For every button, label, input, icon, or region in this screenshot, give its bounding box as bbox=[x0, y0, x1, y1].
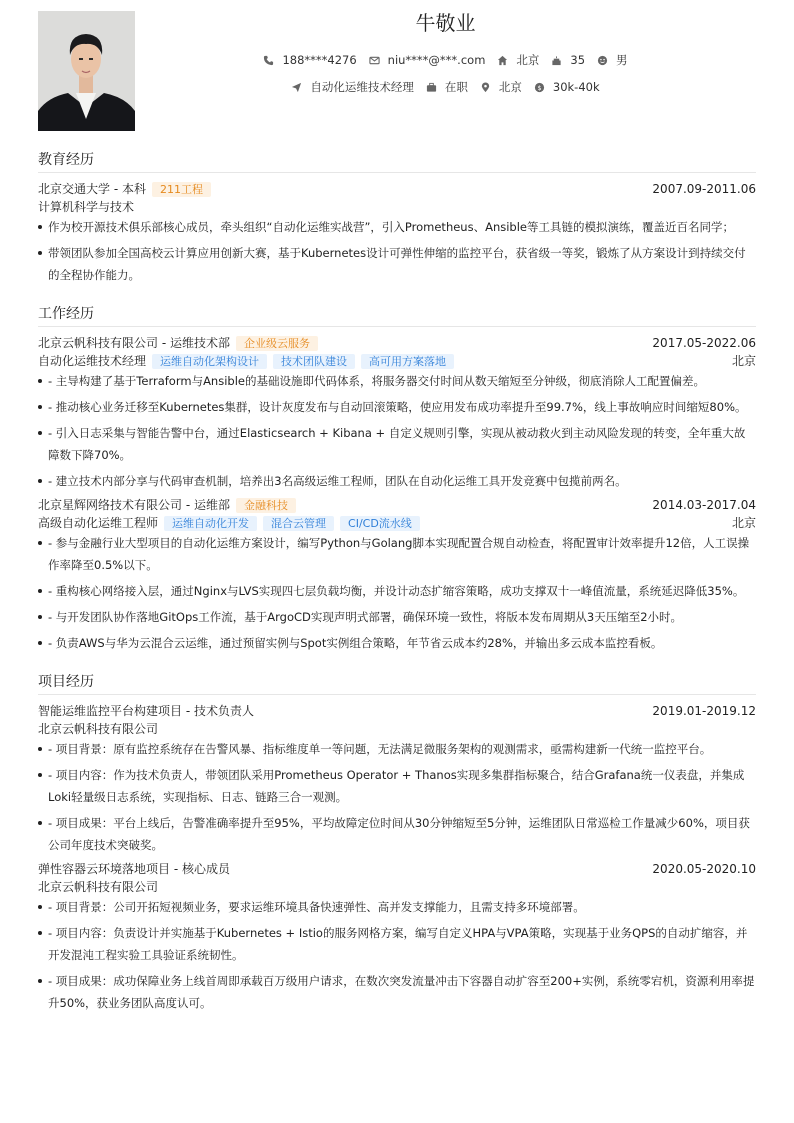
education-date: 2007.09-2011.06 bbox=[652, 182, 756, 196]
education-section bbox=[38, 150, 756, 286]
project-name: 弹性容器云环境落地项目 - 核心成员 bbox=[38, 862, 230, 876]
residence-city: 北京 bbox=[516, 53, 540, 67]
work-entry bbox=[38, 334, 756, 492]
list-item: - 参与金融行业大型项目的自动化运维方案设计，编写Python与Golang脚本实现配置合规自动检查，将配置审计效率提升12倍，人工误操作率降至0.5%以下。 bbox=[38, 532, 756, 576]
company-name: 北京星辉网络技术有限公司 - 运维部 bbox=[38, 498, 230, 512]
residence-info bbox=[497, 52, 539, 69]
gender-icon bbox=[597, 55, 608, 66]
work-date: 2017.05-2022.06 bbox=[652, 336, 756, 350]
list-item: - 主导构建了基于Terraform与Ansible的基础设施即代码体系，将服务器交付时间从数天缩短至分钟级，彻底消除人工配置偏差。 bbox=[38, 370, 756, 392]
location-icon bbox=[480, 82, 491, 93]
section-title: 项目经历 bbox=[38, 672, 756, 695]
briefcase-icon bbox=[426, 82, 437, 93]
target-position-info bbox=[291, 79, 414, 96]
resume-header bbox=[38, 10, 756, 132]
skill-tag: CI/CD流水线 bbox=[340, 516, 420, 531]
work-entry bbox=[38, 496, 756, 654]
list-item: - 项目背景：公司开拓短视频业务，要求运维环境具备快速弹性、高并发支撑能力，且需支持多环境部署。 bbox=[38, 896, 756, 918]
expected-salary: 30k-40k bbox=[552, 80, 600, 94]
target-city: 北京 bbox=[498, 80, 522, 94]
list-item: - 项目内容：作为技术负责人，带领团队采用Prometheus Operator + Thanos实现多集群指标聚合，结合Grafana统一仪表盘，并集成Loki轻量级日志系统，实现指标、日志、链路三合一观测。 bbox=[38, 764, 756, 808]
project-date: 2020.05-2020.10 bbox=[652, 862, 756, 876]
project-date: 2019.01-2019.12 bbox=[652, 704, 756, 718]
work-bullets bbox=[38, 370, 756, 492]
age-value: 35 bbox=[570, 53, 586, 67]
industry-tag: 金融科技 bbox=[236, 498, 296, 513]
list-item: - 重构核心网络接入层，通过Nginx与LVS实现四七层负载均衡，并设计动态扩缩容策略，成功支撑双十一峰值流量，系统延迟降低35%。 bbox=[38, 580, 756, 602]
education-bullets bbox=[38, 216, 756, 286]
position-title: 自动化运维技术经理 bbox=[38, 354, 147, 368]
projects-section bbox=[38, 672, 756, 1014]
project-bullets bbox=[38, 738, 756, 856]
cake-icon bbox=[551, 55, 562, 66]
project-name: 智能运维监控平台构建项目 - 技术负责人 bbox=[38, 704, 254, 718]
school-tag: 211工程 bbox=[152, 182, 211, 197]
list-item: 作为校开源技术俱乐部核心成员，牵头组织“自动化运维实战营”，引入Prometheus、Ansible等工具链的模拟演练，覆盖近百名同学； bbox=[38, 216, 756, 238]
gender-info bbox=[597, 52, 628, 69]
job-status: 在职 bbox=[444, 80, 468, 94]
work-location: 北京 bbox=[731, 354, 756, 368]
profile-photo bbox=[38, 11, 135, 131]
target-city-info bbox=[480, 79, 522, 96]
work-location: 北京 bbox=[731, 516, 756, 530]
email-address: niu****@***.com bbox=[387, 53, 486, 67]
major: 计算机科学与技术 bbox=[38, 200, 135, 214]
email-info bbox=[369, 52, 486, 69]
section-title: 工作经历 bbox=[38, 304, 756, 327]
resume-page bbox=[38, 10, 756, 1018]
job-status-info bbox=[426, 79, 468, 96]
target-position: 自动化运维技术经理 bbox=[310, 80, 414, 94]
industry-tag: 企业级云服务 bbox=[236, 336, 318, 351]
work-date: 2014.03-2017.04 bbox=[652, 498, 756, 512]
phone-icon bbox=[263, 55, 274, 66]
project-bullets bbox=[38, 896, 756, 1014]
project-entry bbox=[38, 860, 756, 1014]
project-company: 北京云帆科技有限公司 bbox=[38, 880, 159, 894]
skill-tag: 高可用方案落地 bbox=[361, 354, 454, 369]
home-icon bbox=[497, 55, 508, 66]
list-item: - 负责AWS与华为云混合云运维，通过预留实例与Spot实例组合策略，年节省云成本约28%，并输出多云成本监控看板。 bbox=[38, 632, 756, 654]
list-item: - 引入日志采集与智能告警中台，通过Elasticsearch + Kibana + 自定义规则引擎，实现从被动救火到主动风险发现的转变，全年重大故障数下降70%。 bbox=[38, 422, 756, 466]
send-icon bbox=[291, 82, 302, 93]
skill-tag: 混合云管理 bbox=[263, 516, 334, 531]
mail-icon bbox=[369, 55, 380, 66]
salary-icon bbox=[534, 82, 545, 93]
project-entry bbox=[38, 702, 756, 856]
age-info bbox=[551, 52, 585, 69]
salary-info bbox=[534, 79, 600, 96]
svg-text:$: $ bbox=[537, 84, 542, 93]
project-company: 北京云帆科技有限公司 bbox=[38, 722, 159, 736]
gender-value: 男 bbox=[616, 53, 628, 67]
list-item: - 推动核心业务迁移至Kubernetes集群，设计灰度发布与自动回滚策略，使应用发布成功率提升至99.7%，线上事故响应时间缩短80%。 bbox=[38, 396, 756, 418]
list-item: - 项目内容：负责设计并实施基于Kubernetes + Istio的服务网格方案，编写自定义HPA与VPA策略，实现基于业务QPS的自动扩缩容，并开发混沌工程实验工具验证系统韧性。 bbox=[38, 922, 756, 966]
school-name: 北京交通大学 - 本科 bbox=[38, 182, 146, 196]
skill-tag: 运维自动化架构设计 bbox=[152, 354, 267, 369]
position-title: 高级自动化运维工程师 bbox=[38, 516, 159, 530]
skill-tag: 运维自动化开发 bbox=[164, 516, 257, 531]
list-item: - 建立技术内部分享与代码审查机制，培养出3名高级运维工程师，团队在自动化运维工具开发竞赛中包揽前两名。 bbox=[38, 470, 756, 492]
work-bullets bbox=[38, 532, 756, 654]
list-item: - 与开发团队协作落地GitOps工作流，基于ArgoCD实现声明式部署，确保环境一致性，将版本发布周期从3天压缩至2小时。 bbox=[38, 606, 756, 628]
company-name: 北京云帆科技有限公司 - 运维技术部 bbox=[38, 336, 230, 350]
list-item: - 项目成果：平台上线后，告警准确率提升至95%，平均故障定位时间从30分钟缩短至5分钟，运维团队日常巡检工作量减少60%，项目获公司年度技术突破奖。 bbox=[38, 812, 756, 856]
work-section bbox=[38, 304, 756, 654]
list-item: - 项目背景：原有监控系统存在告警风暴、指标维度单一等问题，无法满足微服务架构的观测需求，亟需构建新一代统一监控平台。 bbox=[38, 738, 756, 760]
skill-tag: 技术团队建设 bbox=[273, 354, 355, 369]
phone-info bbox=[263, 52, 356, 69]
list-item: 带领团队参加全国高校云计算应用创新大赛，基于Kubernetes设计可弹性伸缩的监控平台，获省级一等奖，锻炼了从方案设计到持续交付的全程协作能力。 bbox=[38, 242, 756, 286]
phone-number: 188****4276 bbox=[282, 53, 357, 67]
education-entry bbox=[38, 180, 756, 286]
section-title: 教育经历 bbox=[38, 150, 756, 173]
list-item: - 项目成果：成功保障业务上线首周即承载百万级用户请求，在数次突发流量冲击下容器自动扩容至200+实例，系统零宕机，资源利用率提升50%，获业务团队高度认可。 bbox=[38, 970, 756, 1014]
contact-row bbox=[135, 52, 756, 69]
job-intent-row bbox=[135, 79, 756, 96]
candidate-name: 牛敬业 bbox=[415, 11, 476, 35]
